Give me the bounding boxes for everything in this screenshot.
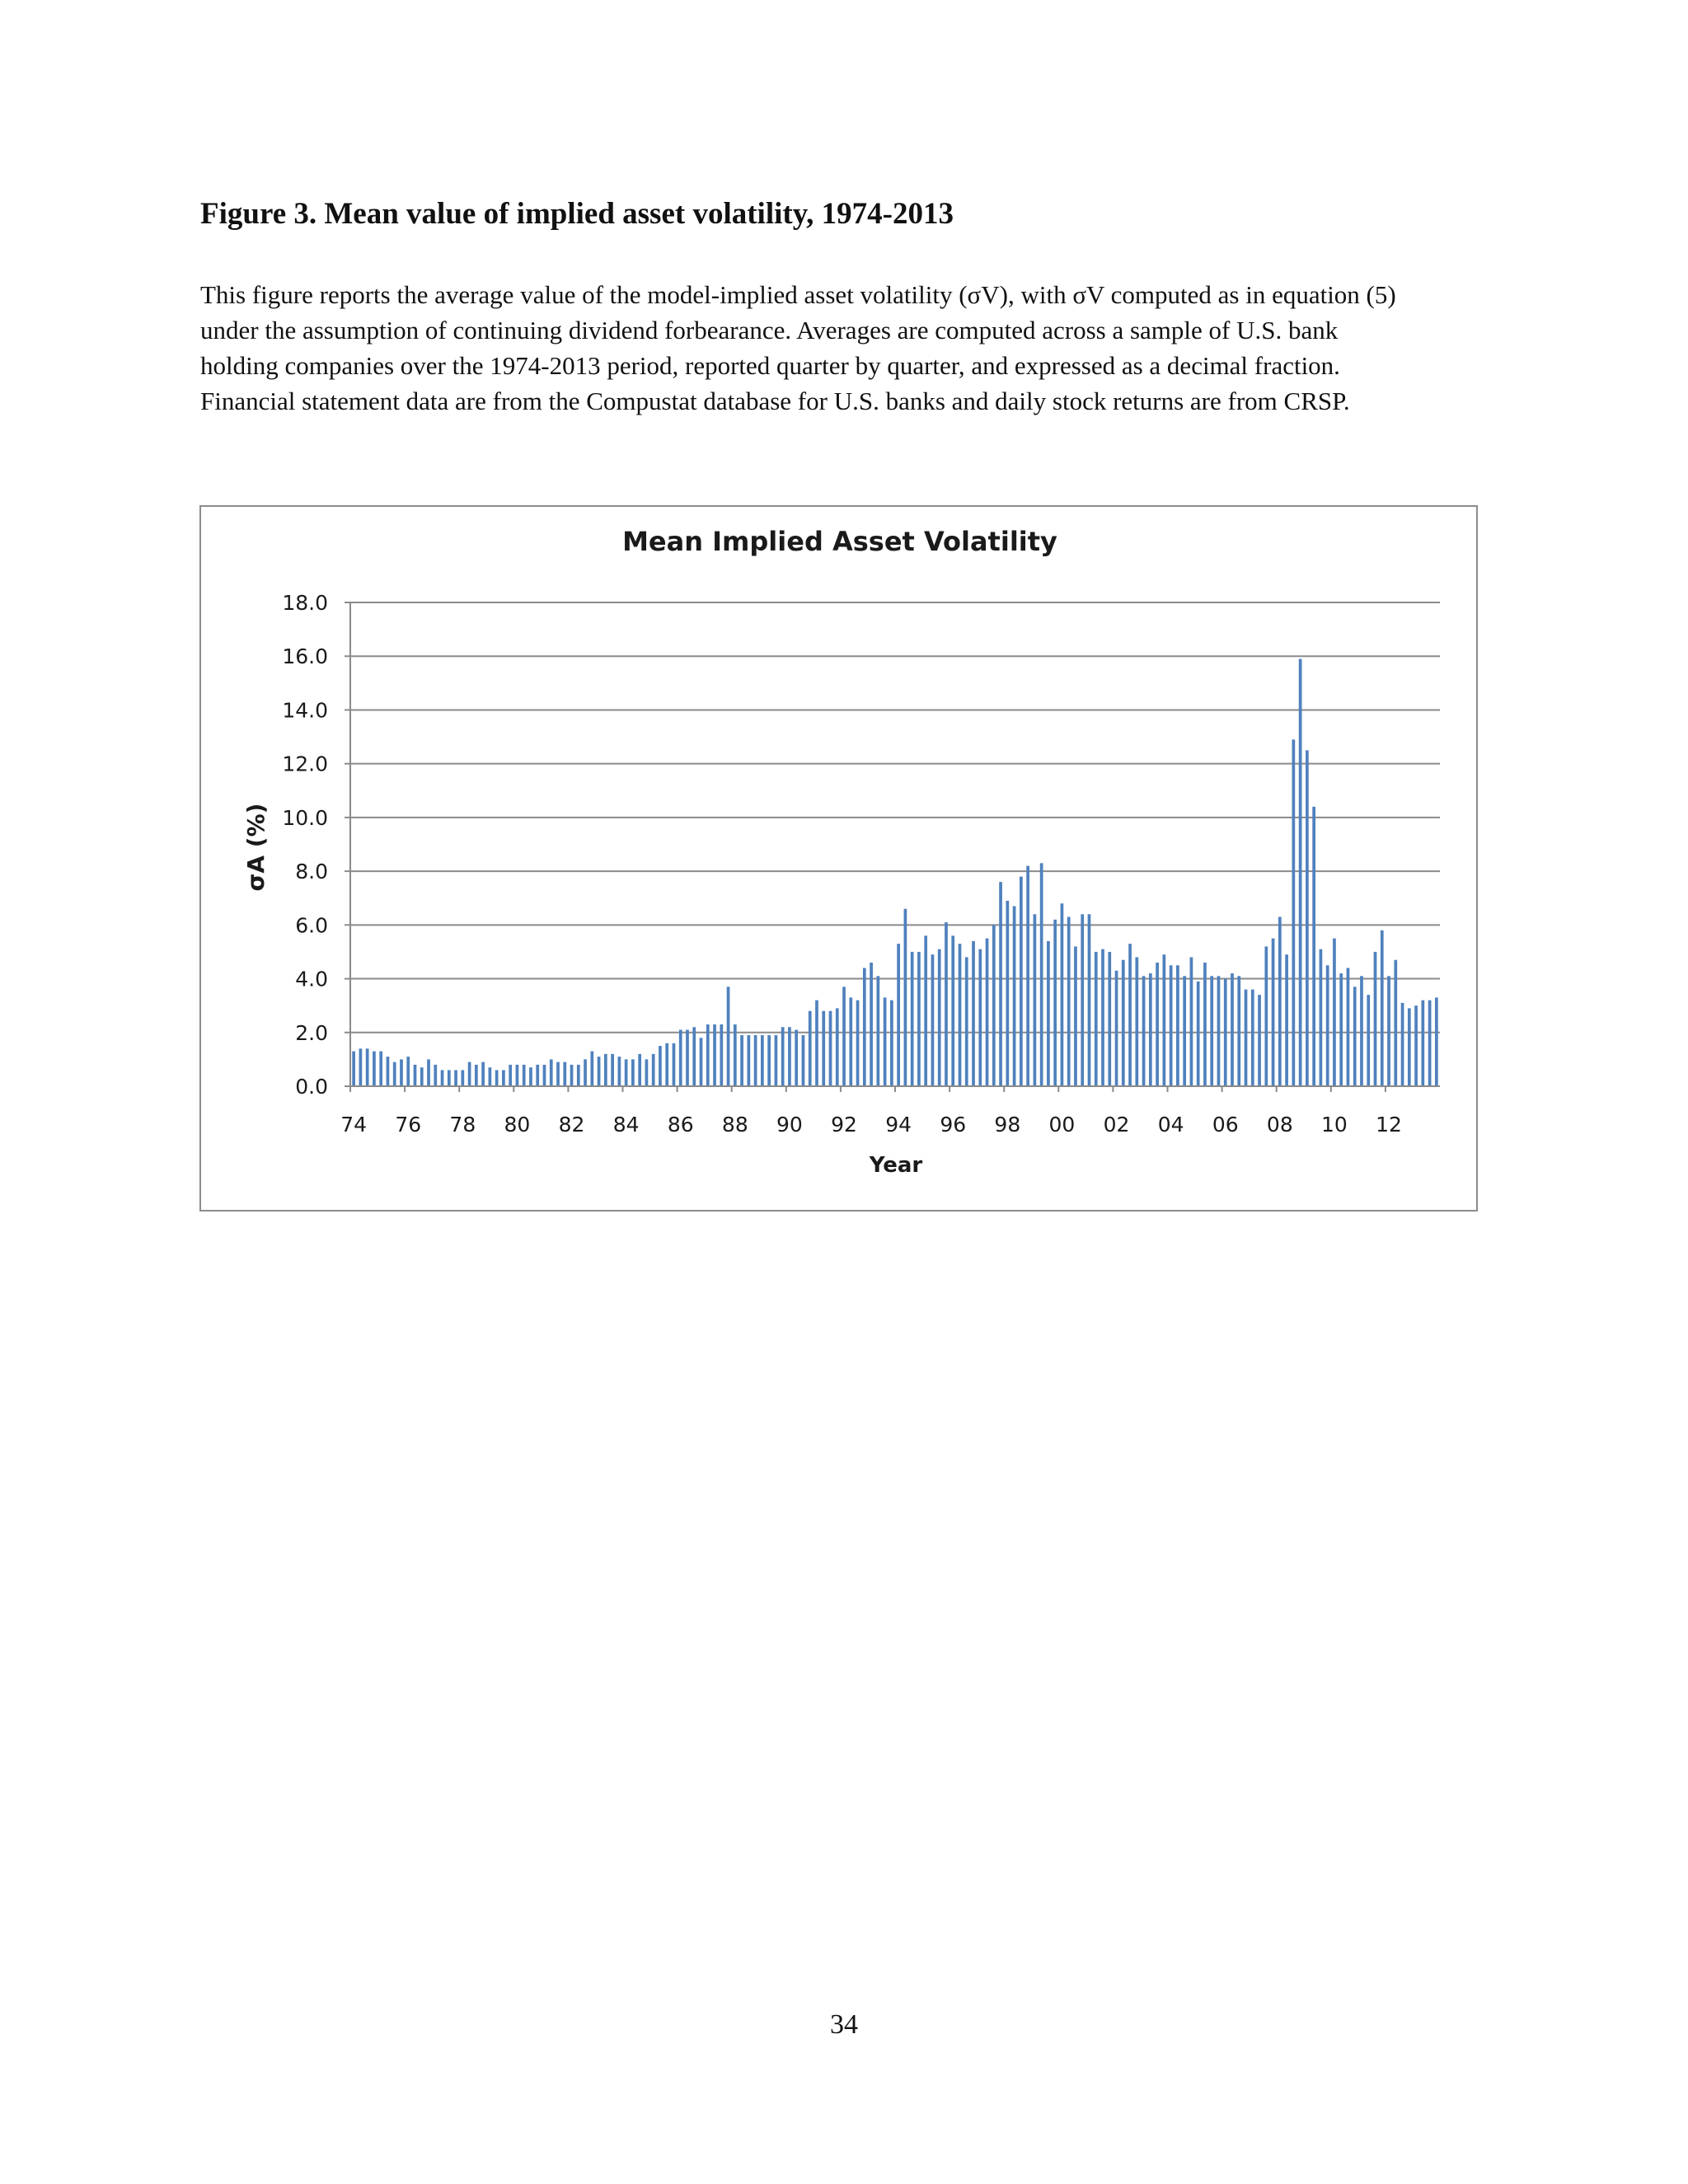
bar	[373, 1052, 376, 1086]
x-tick-label: 06	[1212, 1113, 1239, 1137]
bar	[1156, 963, 1159, 1086]
bar	[448, 1070, 451, 1086]
bar	[1381, 930, 1384, 1086]
bar	[536, 1065, 539, 1086]
bar	[931, 954, 935, 1086]
bar	[1278, 917, 1282, 1086]
bar	[959, 944, 962, 1086]
caption-line: under the assumption of continuing dividend forbearance. Averages are computed across a sample of U.S. bank	[200, 316, 1339, 344]
bar	[638, 1054, 641, 1086]
bar	[1374, 952, 1377, 1086]
bar	[516, 1065, 519, 1086]
bar	[734, 1024, 737, 1086]
bar	[523, 1065, 526, 1086]
bar	[978, 949, 982, 1086]
bar	[495, 1070, 499, 1086]
bar	[809, 1011, 812, 1086]
bar	[1264, 946, 1268, 1086]
bar	[692, 1027, 696, 1086]
bar	[849, 997, 852, 1086]
bar	[1347, 968, 1350, 1086]
caption-line: This figure reports the average value of the model-implied asset volatility (σV), with σV computed as in equation (5)	[200, 280, 1396, 309]
bar	[924, 935, 927, 1086]
bar	[1020, 877, 1023, 1086]
bar	[625, 1059, 628, 1086]
bar	[713, 1024, 716, 1086]
bar	[876, 976, 879, 1086]
bar	[489, 1067, 492, 1086]
bar	[1285, 954, 1288, 1086]
bar	[788, 1027, 791, 1086]
bar	[359, 1048, 363, 1086]
bar	[1408, 1008, 1411, 1086]
y-tick-label: 8.0	[295, 860, 328, 884]
bar	[822, 1011, 825, 1086]
gridlines	[350, 602, 1440, 1033]
bar	[454, 1070, 457, 1086]
x-tick-label: 76	[395, 1113, 422, 1137]
bar	[1435, 997, 1438, 1086]
bar	[352, 1052, 355, 1086]
bar	[1237, 976, 1240, 1086]
x-tick-label: 02	[1103, 1113, 1130, 1137]
bar	[1128, 944, 1132, 1086]
bar	[1026, 866, 1029, 1086]
bar	[815, 1001, 818, 1086]
bar	[550, 1059, 553, 1086]
bar	[1258, 995, 1261, 1086]
bar	[1306, 750, 1309, 1086]
bar	[1360, 976, 1363, 1086]
x-tick-label: 04	[1157, 1113, 1184, 1137]
bar	[1142, 976, 1146, 1086]
bar	[414, 1065, 417, 1086]
caption-line: Financial statement data are from the Compustat database for U.S. banks and daily stock returns are from CRSP.	[200, 387, 1350, 415]
bar	[631, 1059, 635, 1086]
chart-title: Mean Implied Asset Volatility	[622, 526, 1057, 557]
y-tick-label: 10.0	[282, 805, 328, 830]
bar	[856, 1001, 860, 1086]
bar	[972, 941, 975, 1086]
bar	[897, 944, 900, 1086]
x-tick-label: 88	[721, 1113, 748, 1137]
x-tick-label: 90	[776, 1113, 803, 1137]
bar	[720, 1024, 723, 1086]
y-tick-label: 12.0	[282, 752, 328, 776]
bar	[1299, 658, 1302, 1086]
x-tick-label: 84	[612, 1113, 640, 1137]
bar	[1006, 901, 1009, 1086]
bar	[1190, 957, 1193, 1086]
bar	[986, 939, 989, 1086]
bar	[1272, 939, 1275, 1086]
bar	[1040, 863, 1043, 1086]
bar	[917, 952, 921, 1086]
bar	[1394, 960, 1397, 1086]
bar	[543, 1065, 546, 1086]
y-tick-label: 6.0	[295, 913, 328, 938]
bar	[427, 1059, 430, 1086]
bar	[1061, 903, 1064, 1086]
bar	[1210, 976, 1213, 1086]
bar	[1421, 1001, 1424, 1086]
x-tick-label: 00	[1048, 1113, 1076, 1137]
bar	[884, 997, 887, 1086]
bar	[1320, 949, 1323, 1086]
bar	[441, 1070, 444, 1086]
bar	[1401, 1003, 1404, 1086]
bar	[598, 1057, 601, 1086]
bar	[379, 1052, 382, 1086]
bar	[652, 1054, 655, 1086]
bar	[767, 1035, 771, 1086]
bar	[890, 1001, 893, 1086]
bar	[679, 1030, 682, 1086]
bar	[645, 1059, 649, 1086]
bar	[1245, 990, 1248, 1086]
bar	[1074, 946, 1077, 1086]
bar	[904, 909, 907, 1086]
bar	[1203, 963, 1207, 1086]
bar	[1176, 965, 1179, 1086]
x-tick-label: 94	[885, 1113, 912, 1137]
x-tick-label: 74	[340, 1113, 368, 1137]
bar	[1353, 987, 1357, 1086]
x-tick-label: 96	[940, 1113, 967, 1137]
bar	[1183, 976, 1186, 1086]
x-axis-ticks	[340, 1086, 1402, 1137]
bar	[1367, 995, 1370, 1086]
y-tick-label: 2.0	[295, 1020, 328, 1045]
bar	[938, 949, 941, 1086]
bar	[1047, 941, 1050, 1086]
bar	[700, 1038, 703, 1086]
y-tick-label: 0.0	[295, 1075, 328, 1099]
bar	[1095, 952, 1098, 1086]
bar	[665, 1043, 668, 1086]
bar	[747, 1035, 750, 1086]
bar	[590, 1052, 593, 1086]
bar	[1326, 965, 1329, 1086]
bar-chart	[201, 507, 1476, 1210]
bar	[1115, 971, 1118, 1086]
bar	[863, 968, 866, 1086]
x-tick-label: 12	[1376, 1113, 1402, 1137]
bar	[1224, 979, 1227, 1086]
y-tick-label: 4.0	[295, 967, 328, 991]
bar	[366, 1048, 369, 1086]
bar	[570, 1065, 574, 1086]
bar	[563, 1062, 566, 1086]
figure-heading: Figure 3. Mean value of implied asset volatility, 1974-2013	[200, 197, 954, 231]
bar	[1135, 957, 1138, 1086]
bar	[829, 1011, 832, 1086]
bar	[1163, 954, 1166, 1086]
bar	[1339, 973, 1343, 1086]
bar	[1067, 917, 1071, 1086]
page-number: 34	[830, 2009, 858, 2040]
bar	[1292, 739, 1295, 1086]
bar	[1312, 807, 1315, 1086]
bar	[911, 952, 914, 1086]
y-tick-label: 14.0	[282, 698, 328, 723]
bar	[1053, 920, 1057, 1086]
bar	[481, 1062, 485, 1086]
bar	[1387, 976, 1390, 1086]
bar	[686, 1030, 689, 1086]
bar	[475, 1065, 478, 1086]
bar	[775, 1035, 778, 1086]
bar	[1231, 973, 1234, 1086]
bar	[584, 1059, 587, 1086]
bar	[945, 922, 948, 1086]
x-tick-label: 98	[994, 1113, 1021, 1137]
bar	[1108, 952, 1111, 1086]
bar	[673, 1043, 676, 1086]
bar	[420, 1067, 424, 1086]
bar	[1414, 1005, 1418, 1086]
bar	[468, 1062, 471, 1086]
bar	[965, 957, 968, 1086]
bar	[870, 963, 873, 1086]
bar	[802, 1035, 805, 1086]
bars	[352, 658, 1437, 1086]
chart-frame	[199, 505, 1478, 1212]
y-axis-ticks	[282, 591, 350, 1099]
bar	[1081, 914, 1084, 1086]
x-tick-label: 78	[449, 1113, 476, 1137]
bar	[836, 1008, 839, 1086]
bar	[1034, 914, 1037, 1086]
x-tick-label: 10	[1321, 1113, 1348, 1137]
bar	[1217, 976, 1221, 1086]
bar	[1333, 939, 1336, 1086]
bar	[387, 1057, 390, 1086]
bar	[1149, 973, 1152, 1086]
bar	[611, 1054, 614, 1086]
bar	[604, 1054, 607, 1086]
bar	[509, 1065, 512, 1086]
bar	[1101, 949, 1104, 1086]
axes	[350, 602, 1440, 1086]
bar	[999, 882, 1002, 1086]
y-tick-label: 18.0	[282, 591, 328, 615]
bar	[842, 987, 846, 1086]
x-axis-label: Year	[869, 1153, 923, 1178]
bar	[1088, 914, 1091, 1086]
bar	[659, 1046, 662, 1086]
bar	[951, 935, 954, 1086]
bar	[461, 1070, 464, 1086]
bar	[727, 987, 730, 1086]
bar	[1251, 990, 1254, 1086]
bar	[706, 1024, 710, 1086]
bar	[781, 1027, 785, 1086]
bar	[618, 1057, 621, 1086]
bar	[1170, 965, 1173, 1086]
bar	[795, 1030, 798, 1086]
bar	[1428, 1001, 1432, 1086]
y-axis-label: σA (%)	[242, 803, 270, 892]
figure-caption	[200, 277, 1486, 419]
x-tick-label: 92	[831, 1113, 857, 1137]
caption-line: holding companies over the 1974-2013 period, reported quarter by quarter, and expressed as a decimal fraction.	[200, 351, 1340, 380]
x-tick-label: 08	[1266, 1113, 1293, 1137]
bar	[577, 1065, 580, 1086]
bar	[556, 1062, 560, 1086]
bar	[406, 1057, 410, 1086]
bar	[502, 1070, 505, 1086]
x-tick-label: 80	[504, 1113, 531, 1137]
bar	[754, 1035, 757, 1086]
bar	[761, 1035, 764, 1086]
bar	[1122, 960, 1125, 1086]
bar	[393, 1062, 396, 1086]
y-tick-label: 16.0	[282, 644, 328, 669]
x-tick-label: 86	[667, 1113, 694, 1137]
bar	[1197, 982, 1200, 1086]
bar	[434, 1065, 437, 1086]
bar	[400, 1059, 403, 1086]
bar	[992, 925, 996, 1086]
x-tick-label: 82	[558, 1113, 585, 1137]
bar	[1013, 907, 1016, 1086]
bar	[529, 1067, 532, 1086]
bar	[740, 1035, 743, 1086]
